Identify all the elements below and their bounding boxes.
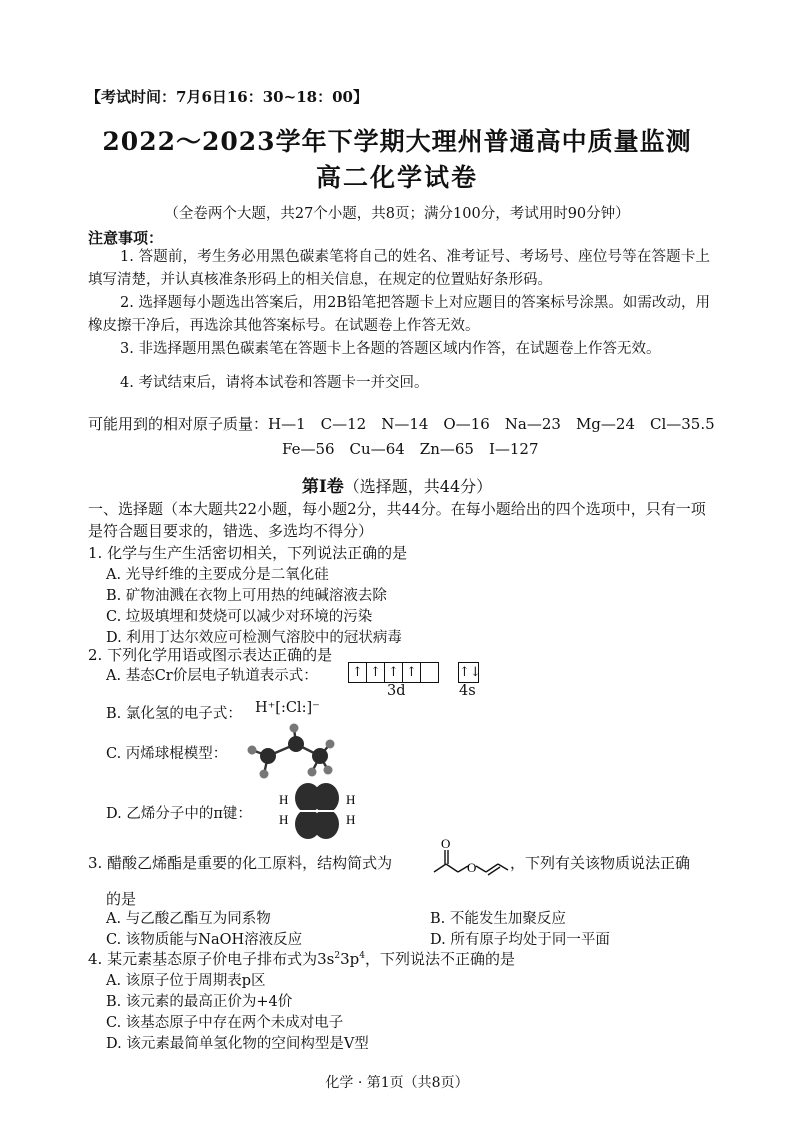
- h-atom-label: H: [279, 812, 289, 827]
- orbital-3d-cell: ↑: [402, 662, 420, 683]
- orbital-3d-cell: ↑: [348, 662, 366, 683]
- atomic-mass-line-1: 可能用到的相对原子质量：H—1 C—12 N—14 O—16 Na—23 Mg—24 Cl—35.5: [88, 415, 715, 433]
- h-atom-label: H: [346, 812, 356, 827]
- exam-time: 【考试时间：7月6日16：30~18：00】: [86, 88, 368, 106]
- carbon-atom: [312, 748, 328, 764]
- ethylene-pi-bond-diagram: [274, 782, 364, 840]
- q1-stem: 1. 化学与生产生活密切相关，下列说法正确的是: [88, 544, 408, 562]
- orbital-3d-label: 3d: [387, 683, 406, 699]
- section-title: 第Ⅰ卷: [301, 477, 344, 497]
- q1-option-b: B. 矿物油溅在衣物上可用热的纯碱溶液去除: [106, 588, 387, 604]
- orbital-4s-cell: ↑↓: [458, 662, 479, 683]
- orbital-3d-box: [348, 662, 439, 683]
- propene-ball-stick-model: [240, 722, 336, 780]
- q1-option-d: D. 利用丁达尔效应可检测气溶胶中的冠状病毒: [106, 630, 402, 646]
- q2-option-d-label: D. 乙烯分子中的π键：: [106, 806, 252, 822]
- h-atom-label: H: [279, 792, 289, 807]
- q3-option-b: B. 不能发生加聚反应: [430, 911, 566, 927]
- section-intro: 一、选择题（本大题共22小题，每小题2分，共44分。在每小题给出的四个选项中，只有一项是符合题目要求的，错选、多选均不得分）: [88, 500, 706, 540]
- q4-superscript-1: 2: [334, 951, 341, 961]
- q3-option-c: C. 该物质能与NaOH溶液反应: [106, 932, 303, 948]
- notice-heading: 注意事项：: [88, 229, 164, 247]
- notice-item-3: 3. 非选择题用黑色碳素笔在答题卡上各题的答题区域内作答，在试题卷上作答无效。: [120, 341, 661, 357]
- carbon-atom: [288, 736, 304, 752]
- q2-option-b-label: B. 氯化氢的电子式：: [106, 706, 242, 722]
- hydrogen-atom: [326, 740, 335, 749]
- oxygen-atom-label: O: [441, 836, 451, 851]
- hcl-electron-formula: H⁺[:Cl:]⁻: [255, 700, 320, 716]
- paper-title: 高二化学试卷: [315, 163, 478, 192]
- q2-option-a-label: A. 基态Cr价层电子轨道表示式：: [106, 668, 318, 684]
- orbital-3d-cell: [420, 662, 439, 683]
- section-heading: [0, 472, 794, 497]
- hydrogen-atom: [248, 746, 257, 755]
- page-footer: 化学 · 第1页（共8页）: [325, 1075, 469, 1091]
- orbital-3d-cell: ↑: [384, 662, 402, 683]
- q1-option-a: A. 光导纤维的主要成分是二氧化硅: [106, 567, 329, 583]
- notice-item-4: 4. 考试结束后，请将本试卷和答题卡一并交回。: [120, 375, 429, 391]
- vinyl-acetate-structure: [430, 836, 510, 882]
- hydrogen-atom: [260, 770, 269, 779]
- exam-info: （全卷两个大题，共27个小题，共8页；满分100分，考试用时90分钟）: [164, 206, 630, 222]
- q3-stem-part1: 3. 醋酸乙烯酯是重要的化工原料，结构简式为: [88, 854, 393, 872]
- q2-option-c-label: C. 丙烯球棍模型：: [106, 746, 228, 762]
- hydrogen-atom: [308, 768, 317, 777]
- q3-stem-part3: 的是: [106, 890, 137, 908]
- orbital-4s-label: 4s: [459, 683, 476, 699]
- notice-item-2: 2. 选择题每小题选出答案后，用2B铅笔把答题卡上对应题目的答案标号涂黑。如需改动，用橡皮擦干净后，再选涂其他答案标号。在试题卷上作答无效。: [88, 295, 710, 334]
- pi-orbital-lobe: [313, 783, 339, 813]
- orbital-4s-box: [458, 662, 479, 683]
- q4-stem-b: 3p: [340, 950, 360, 968]
- q3-option-a: A. 与乙酸乙酯互为同系物: [106, 911, 271, 927]
- pi-orbital-lobe: [313, 809, 339, 839]
- carbon-atom: [260, 748, 276, 764]
- section-subtitle: （选择题，共44分）: [343, 477, 493, 496]
- q3-option-d: D. 所有原子均处于同一平面: [430, 932, 610, 948]
- h-atom-label: H: [346, 792, 356, 807]
- exam-title: 2022～2023学年下学期大理州普通高中质量监测: [102, 127, 692, 156]
- q4-option-a: A. 该原子位于周期表p区: [106, 973, 266, 989]
- atomic-mass-line-2: Fe—56 Cu—64 Zn—65 I—127: [282, 440, 539, 458]
- hydrogen-atom: [324, 766, 333, 775]
- q4-stem-a: 4. 某元素基态原子价电子排布式为3s: [88, 950, 335, 968]
- q3-stem-part2: ，下列有关该物质说法正确: [510, 854, 691, 872]
- q4-option-b: B. 该元素的最高正价为+4价: [106, 994, 293, 1010]
- oxygen-atom-label: O: [467, 860, 477, 875]
- notice-item-1: 1. 答题前，考生务必用黑色碳素笔将自己的姓名、准考证号、考场号、座位号等在答题卡上填写清楚，并认真核准条形码上的相关信息，在规定的位置贴好条形码。: [88, 249, 710, 288]
- q4-option-c: C. 该基态原子中存在两个未成对电子: [106, 1015, 344, 1031]
- q4-stem: [88, 948, 515, 969]
- q2-stem: 2. 下列化学用语或图示表达正确的是: [88, 646, 333, 664]
- q4-superscript-2: 4: [359, 951, 365, 961]
- q4-option-d: D. 该元素最简单氢化物的空间构型是V型: [106, 1036, 369, 1052]
- hydrogen-atom: [290, 724, 299, 733]
- orbital-3d-cell: ↑: [366, 662, 384, 683]
- q1-option-c: C. 垃圾填埋和焚烧可以减少对环境的污染: [106, 609, 373, 625]
- q4-stem-c: ，下列说法不正确的是: [364, 950, 515, 968]
